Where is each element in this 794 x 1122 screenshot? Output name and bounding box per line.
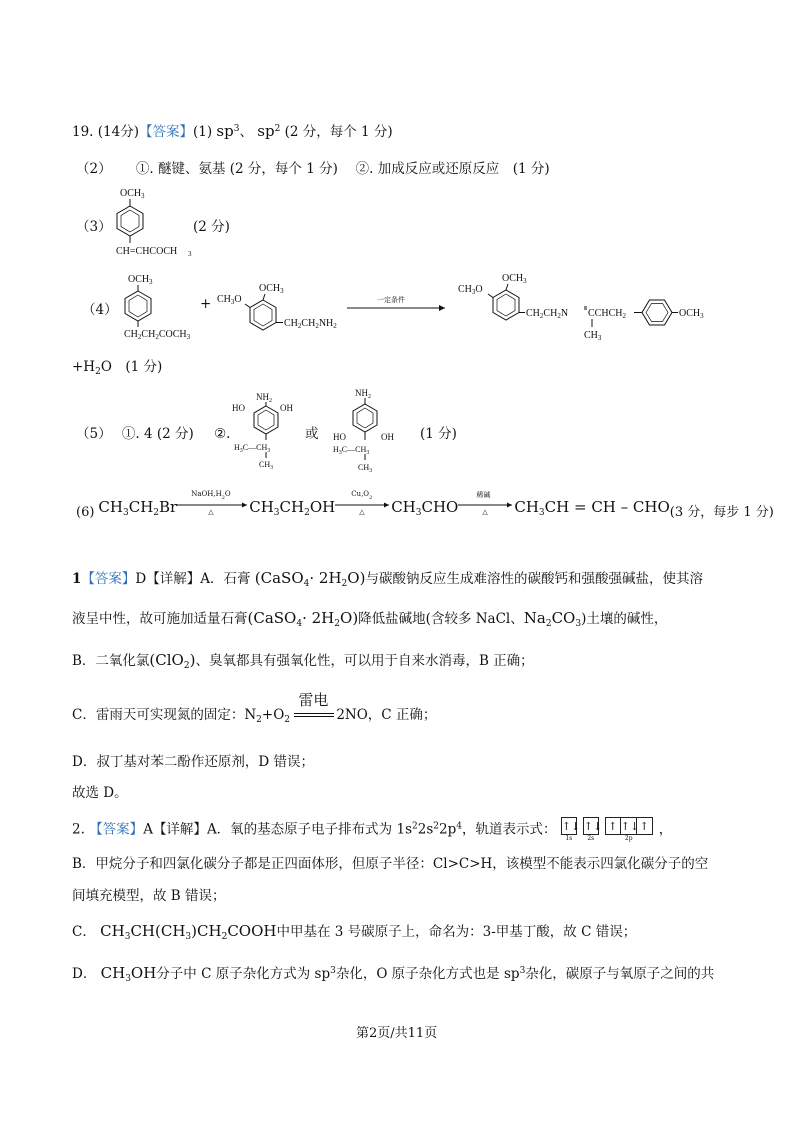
separator: 、 [239,124,253,140]
q2-line1: 2. 【答案】A【详解】A．氧的基态原子电子排布式为 $1s^22s^22p^4$，轨道表示式： ↑↓ 1s ↑↓ 2s ↑ ↑↓ ↑ 2p ， [72,817,672,843]
q19-part4-label: （4） [82,302,118,318]
part5-answer-1: ①. 4 (2 分) [121,426,194,442]
svg-text:OH: OH [280,403,293,413]
orbital-group-1s [561,817,581,843]
svg-text:HO: HO [333,432,346,442]
structure-p4-reactant-a [110,270,205,342]
hybrid-sp3: $sp^3$ [216,122,240,140]
q1-line3: B．二氧化氯(ClO$_2$)、臭氧都具有强氧化性，可以用于自来水消毒，B 正确； [72,651,534,671]
ethanol: $CH_3CH_2OH$ [249,498,336,518]
part-label: （2） [76,161,112,177]
q1-line2: 液呈中性，故可施加适量石膏(CaSO$_4$· $2H_2O$)降低盐碱地(含较多 NaCl、$Na_2CO_3$)土壤的碱性， [72,609,668,629]
q2-line3: 间填充模型，故 B 错误； [72,888,226,904]
orbital-label: 2s [587,835,595,842]
svg-text:CH2CH2NH2: $CH_2CH_2NH_2$ [284,318,337,330]
svg-text:CH2CH2COCH3: $CH_2CH_2COCH_3$ [124,329,191,341]
q19-part3-score: (2 分) [193,219,230,235]
detail-tag: 【详解】 [152,821,207,838]
svg-text:3: 3 [141,192,145,200]
structure-p5-a [228,388,308,470]
orbital-label: 1s [565,835,573,842]
structure-p5-b [325,384,407,474]
svg-text:CH=CHCOCH: CH=CHCOCH [116,246,178,257]
arrow-step-3: 稀碱 △ [458,492,514,516]
svg-text:OCH: OCH [120,188,142,199]
orbital-group-2p [605,817,653,843]
svg-text:CH2CH2N: $CH_2CH_2N$ [526,308,569,320]
sodium-carbonate-formula: $Na_2CO_3$ [523,609,582,629]
svg-text:CH3O: $CH_3O$ [217,294,242,306]
q1-line4: C．雷雨天可实现氮的固定：$N_2+O_2$ 雷电 2NO，C 正确； [72,690,437,725]
lightning-condition: 雷电 [294,709,336,723]
arrow-step-1: $NaOH,H_2O$ △ [177,492,249,516]
structure-p4-product [456,266,731,342]
q1-line5: D．叔丁基对苯二酚作还原剂，D 错误； [72,754,314,770]
svg-text:3: 3 [149,278,153,286]
svg-text:CH3: $CH_3$ [584,330,602,342]
orbital-box: ↑↓ [621,817,637,835]
q19-part5-text [76,422,230,442]
q19-part3-label: （3） [76,219,112,235]
structure-p4-reactant-b [215,278,345,336]
answer-tag: 【答案】 [81,571,136,587]
crotonaldehyde: $CH_3CH$ = CH – CHO [514,498,670,518]
svg-text:OCH3: $OCH_3$ [259,283,284,295]
orbital-label: 2p [624,835,633,842]
part-label: (1) [192,124,213,140]
q19-number: 19. (14分) [72,124,139,140]
q2-line4: C． $CH_3CH(CH_3)CH_2COOH$中甲基在 3 号碳原子上，命名为：3-甲基丁酸，故 C 错误； [72,922,637,942]
arrow-step-2: $Cu,O_2$ △ [335,492,391,516]
score-note: (2 分，每个 1 分) [284,124,393,140]
q2-number: 2. [72,821,85,838]
svg-text:NH2: $NH_2$ [355,388,371,400]
svg-text:CH3: $CH_3$ [259,460,274,470]
gypsum-formula: (CaSO$_4$· $2H_2O$) [247,609,359,629]
svg-text:一定条件: 一定条件 [377,296,405,304]
water-note: $+H_2O$ (1 分) [72,359,163,377]
part-label: （5） [76,426,112,442]
svg-text:CH3O: $CH_3O$ [458,284,483,296]
hybrid-sp2: $sp^2$ [257,122,281,140]
answer-letter: D [135,571,147,587]
q2-line5: D． $CH_3OH$分子中 C 原子杂化方式为 $sp^3$杂化，O 原子杂化方式也是 $sp^3$杂化，碳原子与氧原子之间的共 [72,964,715,984]
svg-text:H3C—CH3: $H_3C—CH_3$ [234,443,271,454]
orbital-group-2s [583,817,603,843]
q2-line2: B．甲烷分子和四氯化碳分子都是正四面体形，但原子半径：Cl>C>H，该模型不能表示四氯化碳分子的空 [72,856,709,872]
svg-text:CCHCH2: $CCHCH_2$ [588,308,626,320]
page-number: 第2页/共11页 [356,1026,438,1041]
part2-answer: ①. 醚键、氨基 (2 分，每个 1 分) ②. 加成反应或还原反应 (1 分) [135,161,550,177]
q1-line1: 1【答案】D【详解】A．石膏 (CaSO$_4$· $2H_2O$)与碳酸钠反应生成难溶性的碳酸钙和强酸强碱盐，使其溶 [72,569,703,589]
orbital-box: ↑↓ [561,817,577,835]
q19-header [72,120,393,140]
q19-part6-score: (3 分，每步 1 分) [669,505,774,520]
svg-text:HO: HO [232,403,245,413]
svg-text:OH: OH [381,432,394,442]
q1-number: 1 [72,571,82,587]
svg-text:3: 3 [188,250,192,258]
q19-part5-score: (1 分) [420,426,457,442]
orbital-box: ↑ [637,817,653,835]
svg-text:OCH3: $OCH_3$ [679,308,704,320]
methylbutanoic-acid-formula: $CH_3CH(CH_3)CH_2COOH$ [100,922,277,942]
acetaldehyde: $CH_3CHO$ [391,498,459,518]
structure-p3 [108,184,198,260]
part5-answer-2: ②. [214,426,231,442]
part-label: (6) [76,505,95,520]
detail-tag: 【详解】 [146,571,201,587]
methanol-formula: $CH_3OH$ [100,964,157,984]
svg-text:OCH3: $OCH_3$ [502,273,527,285]
chlorine-dioxide-formula: (ClO$_2$) [149,651,196,671]
reaction-arrow-p4 [345,293,450,315]
answer-tag: 【答案】 [89,821,144,838]
svg-text:NH2: $NH_2$ [256,392,272,404]
ethyl-bromide: $CH_3CH_2Br$ [98,498,178,518]
plus-sign: + [200,296,212,312]
or-word: 或 [305,426,319,442]
svg-text:H3C—CH3: $H_3C—CH_3$ [333,445,370,456]
svg-text:OCH: OCH [128,274,150,285]
answer-tag: 【答案】 [138,124,193,140]
gypsum-formula: (CaSO$_4$· $2H_2O$) [254,569,366,589]
q19-part6 [76,490,774,520]
q19-part2 [76,157,550,177]
orbital-box: ↑ [605,817,621,835]
q1-conclusion: 故选 D。 [72,785,128,801]
orbital-diagram [561,817,659,843]
answer-letter: A [143,821,153,838]
orbital-box: ↑↓ [583,817,599,835]
svg-text:CH3: $CH_3$ [358,463,373,474]
